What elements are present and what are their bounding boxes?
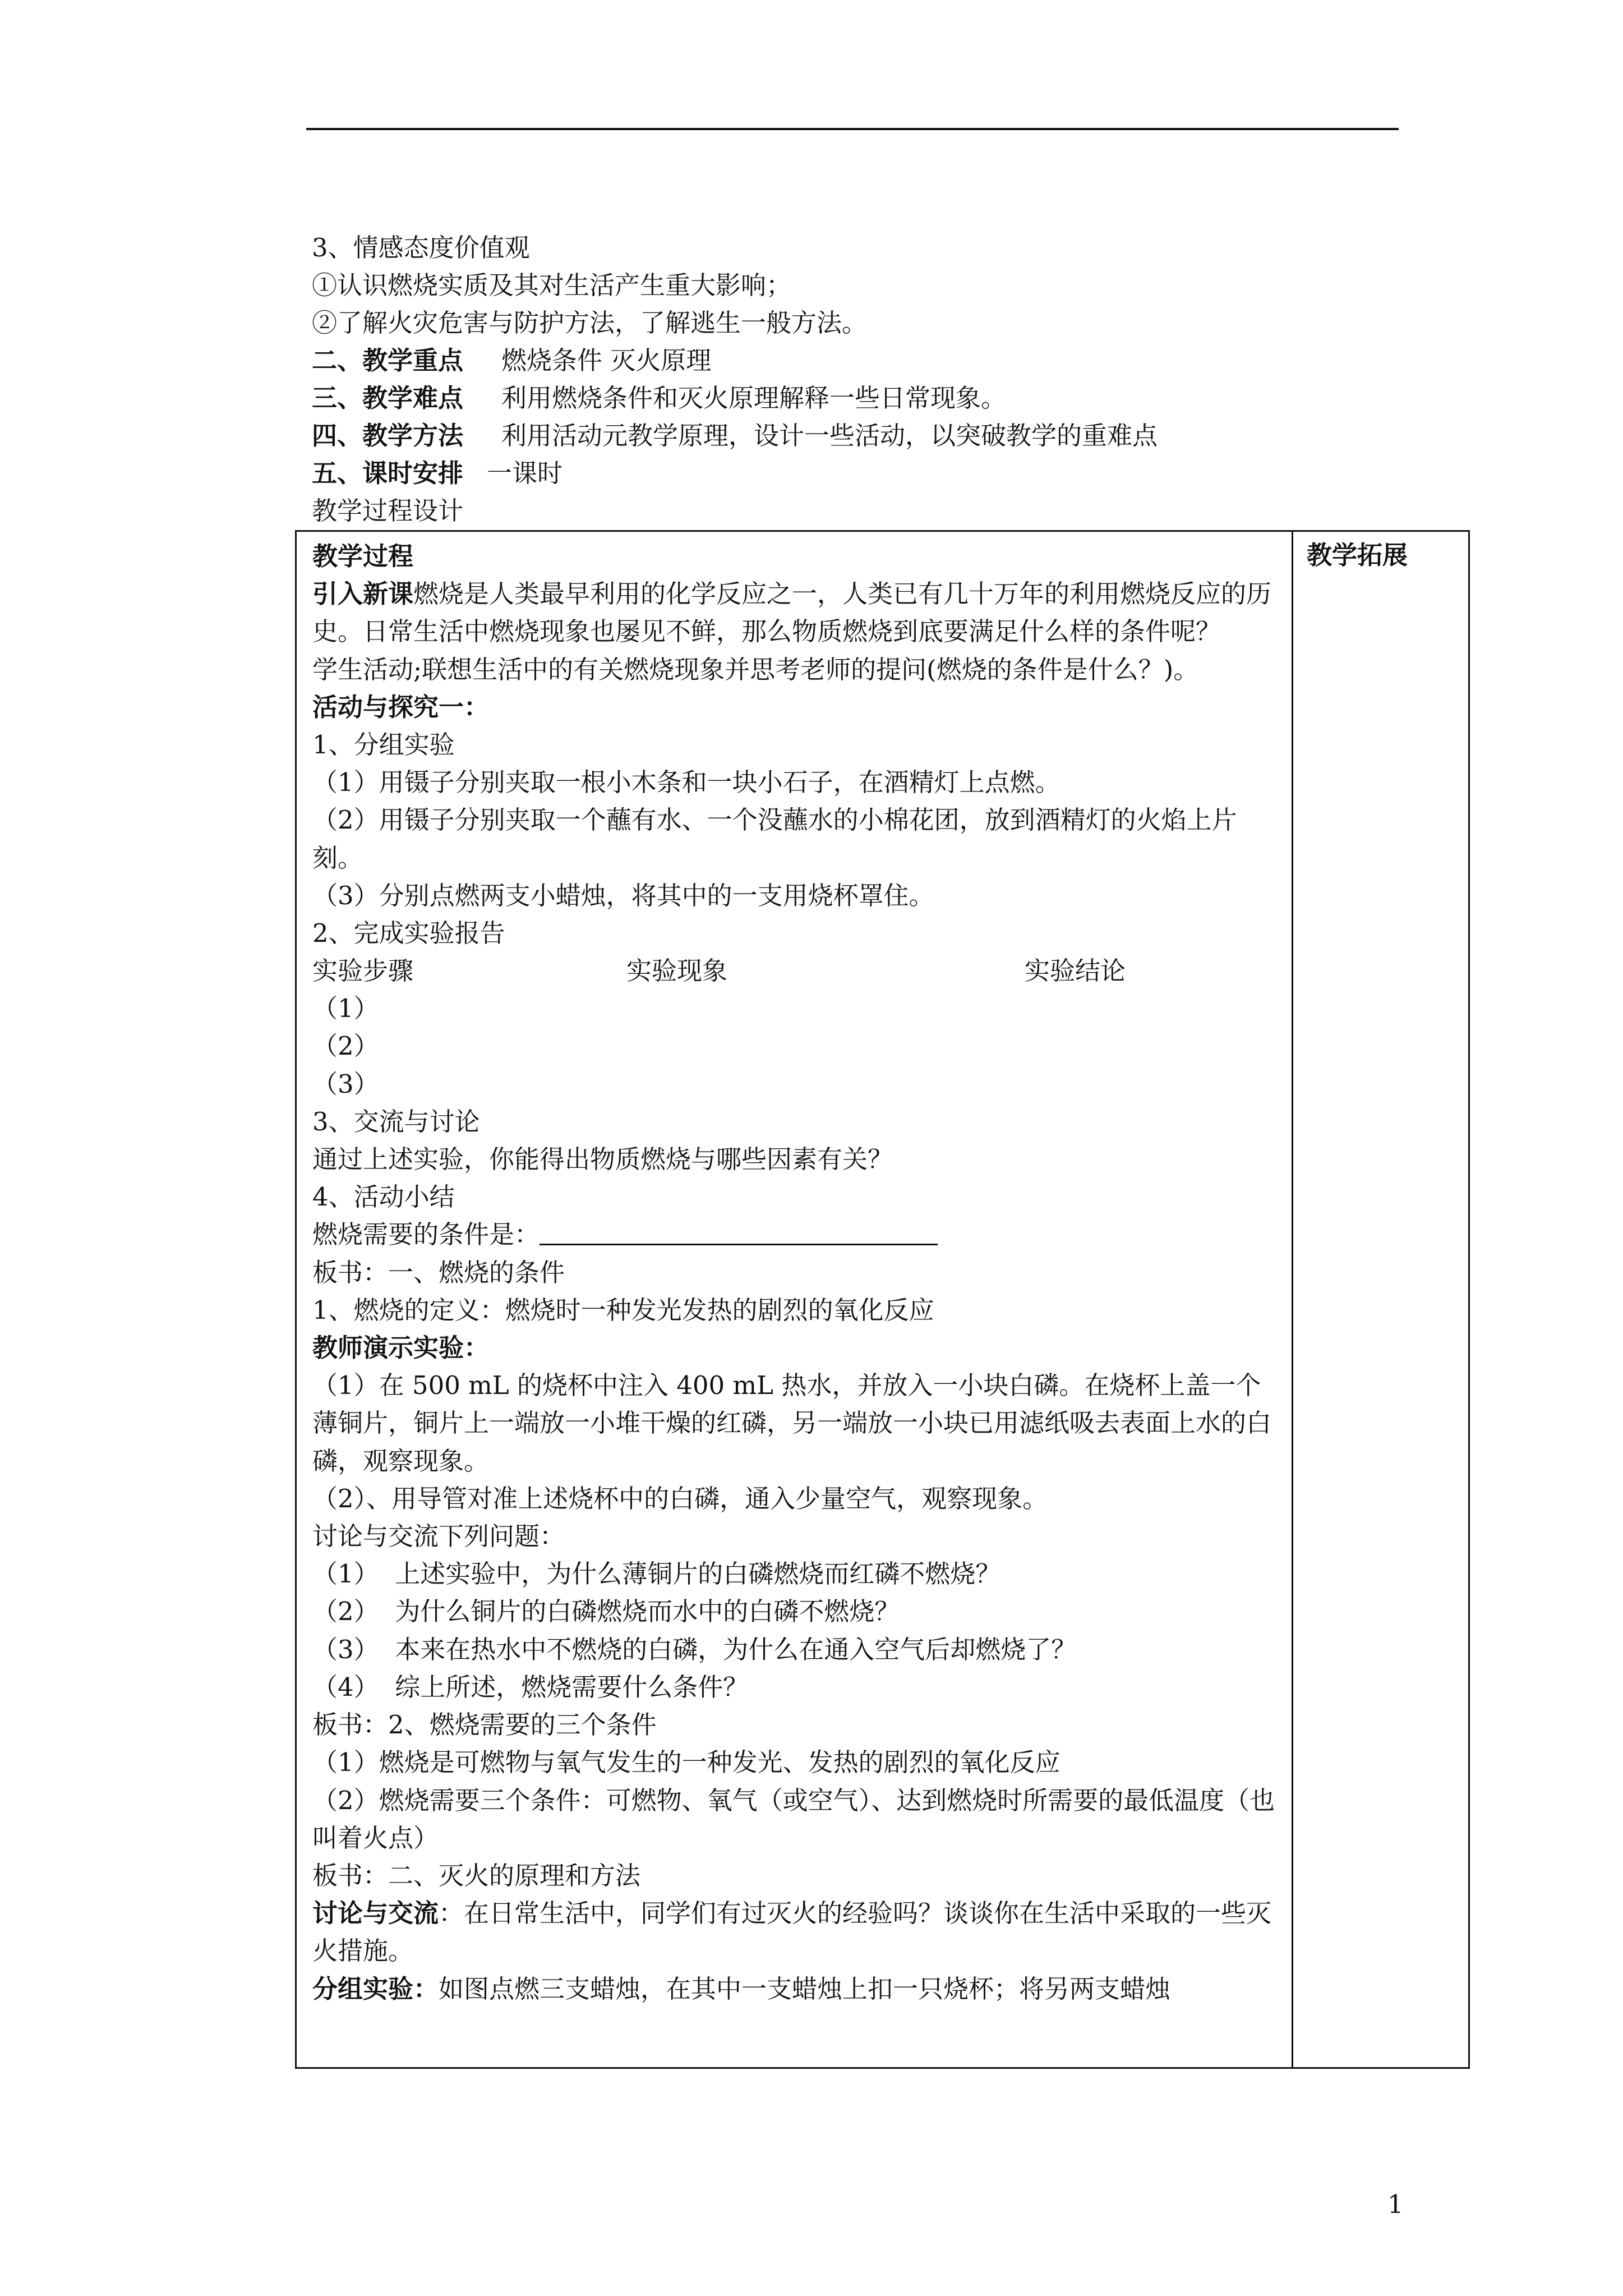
schedule-line <box>312 454 1433 492</box>
intro-paragraph <box>312 575 1283 650</box>
condition: （1）燃烧是可燃物与氧气发生的一种发光、发热的剧烈的氧化反应 <box>312 1747 1061 1778</box>
intro-label: 引入新课 <box>312 579 414 609</box>
question: （2） 为什么铜片的白磷燃烧而水中的白磷不燃烧？ <box>312 1596 900 1627</box>
schedule-label: 五、课时安排 <box>312 458 464 488</box>
answer-blank[interactable] <box>540 1216 938 1245</box>
difficulty-line <box>312 379 1433 417</box>
method-label: 四、教学方法 <box>312 421 464 450</box>
student-activity: 学生活动;联想生活中的有关燃烧现象并思考老师的提问(燃烧的条件是什么？)。 <box>312 654 1199 684</box>
report-row: （2） <box>312 1031 379 1061</box>
discussion-question: 通过上述实验，你能得出物质燃烧与哪些因素有关？ <box>312 1144 893 1175</box>
lesson-table <box>295 530 1470 2069</box>
column-phenomena: 实验现象 <box>626 956 728 986</box>
activity-title: 活动与探究一： <box>312 692 490 722</box>
condition: （2）燃烧需要三个条件：可燃物、氧气（或空气）、达到燃烧时所需要的最低温度（也叫着火点） <box>312 1785 1275 1853</box>
talk-label: 讨论与交流 <box>312 1898 439 1929</box>
key-points-label: 二、教学重点 <box>312 346 464 375</box>
page-number: 1 <box>1387 2189 1404 2219</box>
summary-fill <box>312 1216 1283 1253</box>
board-note: 板书：一、燃烧的条件 <box>312 1257 565 1287</box>
group-experiment-heading: 1、分组实验 <box>312 730 455 760</box>
intro-text: 燃烧是人类最早利用的化学反应之一，人类已有几十万年的利用燃烧反应的历史。日常生活中燃烧现象也屡见不鲜，那么物质燃烧到底要满足什么样的条件呢？ <box>312 579 1272 647</box>
key-points-line <box>312 342 1433 379</box>
extension-cell <box>1293 531 1469 2068</box>
preamble-line: ②了解火灾危害与防护方法，了解逃生一般方法。 <box>312 308 868 338</box>
demo-title: 教师演示实验： <box>312 1333 490 1363</box>
summary-fill-label: 燃烧需要的条件是： <box>312 1220 540 1250</box>
column-steps: 实验步骤 <box>312 956 414 986</box>
experiment-step: （2）用镊子分别夹取一个蘸有水、一个没蘸水的小棉花团，放到酒精灯的火焰上片刻。 <box>312 805 1237 873</box>
talk-text: ：在日常生活中，同学们有过灭火的经验吗？谈谈你在生活中采取的一些灭火措施。 <box>312 1898 1272 1966</box>
column-conclusion: 实验结论 <box>1025 956 1126 986</box>
summary-heading: 4、活动小结 <box>312 1182 455 1212</box>
group-experiment-text: 如图点燃三支蜡烛，在其中一支蜡烛上扣一只烧杯；将另两支蜡烛 <box>439 1973 1171 2004</box>
report-columns <box>312 952 1283 990</box>
preamble <box>312 229 1433 530</box>
discussion-prompt: 讨论与交流下列问题： <box>312 1521 565 1552</box>
definition: 1、燃烧的定义：燃烧时一种发光发热的剧烈的氧化反应 <box>312 1295 934 1325</box>
group-experiment-label: 分组实验： <box>312 1973 439 2004</box>
group-experiment-paragraph <box>312 1970 1283 2008</box>
difficulty-label: 三、教学难点 <box>312 383 464 413</box>
preamble-line: 3、情感态度价值观 <box>312 233 530 263</box>
report-heading: 2、完成实验报告 <box>312 918 505 949</box>
process-cell <box>296 531 1293 2068</box>
report-row: （3） <box>312 1069 379 1099</box>
report-row: （1） <box>312 993 379 1024</box>
key-points-text: 燃烧条件 灭火原理 <box>501 346 712 375</box>
process-heading: 教学过程 <box>312 541 414 571</box>
method-text: 利用活动元教学原理，设计一些活动，以突破教学的重难点 <box>501 421 1158 450</box>
experiment-step: （3）分别点燃两支小蜡烛，将其中的一支用烧杯罩住。 <box>312 880 934 910</box>
board-note: 板书：2、燃烧需要的三个条件 <box>312 1710 657 1740</box>
difficulty-text: 利用燃烧条件和灭火原理解释一些日常现象。 <box>501 383 1007 413</box>
board-note: 板书：二、灭火的原理和方法 <box>312 1860 641 1890</box>
discussion-heading: 3、交流与讨论 <box>312 1106 480 1137</box>
design-heading: 教学过程设计 <box>312 496 464 526</box>
header-rule <box>306 128 1399 130</box>
method-line <box>312 417 1433 454</box>
extension-header: 教学拓展 <box>1307 540 1408 570</box>
schedule-text: 一课时 <box>487 458 563 488</box>
question: （1） 上述实验中，为什么薄铜片的白磷燃烧而红磷不燃烧？ <box>312 1559 1001 1589</box>
demo-step: （1）在 500 mL 的烧杯中注入 400 mL 热水，并放入一小块白磷。在烧杯上盖一个薄铜片，铜片上一端放一小堆干燥的红磷，另一端放一小块已用滤纸吸去表面上水的白磷，观察现象。 <box>312 1370 1272 1476</box>
experiment-step: （1）用镊子分别夹取一根小木条和一块小石子，在酒精灯上点燃。 <box>312 767 1061 798</box>
demo-step: （2）、用导管对准上述烧杯中的白磷，通入少量空气，观察现象。 <box>312 1483 1048 1513</box>
preamble-line: ①认识燃烧实质及其对生活产生重大影响； <box>312 270 792 300</box>
question: （4） 综上所述，燃烧需要什么条件？ <box>312 1672 749 1702</box>
talk-paragraph <box>312 1894 1283 1970</box>
question: （3） 本来在热水中不燃烧的白磷，为什么在通入空气后却燃烧了？ <box>312 1634 1077 1664</box>
